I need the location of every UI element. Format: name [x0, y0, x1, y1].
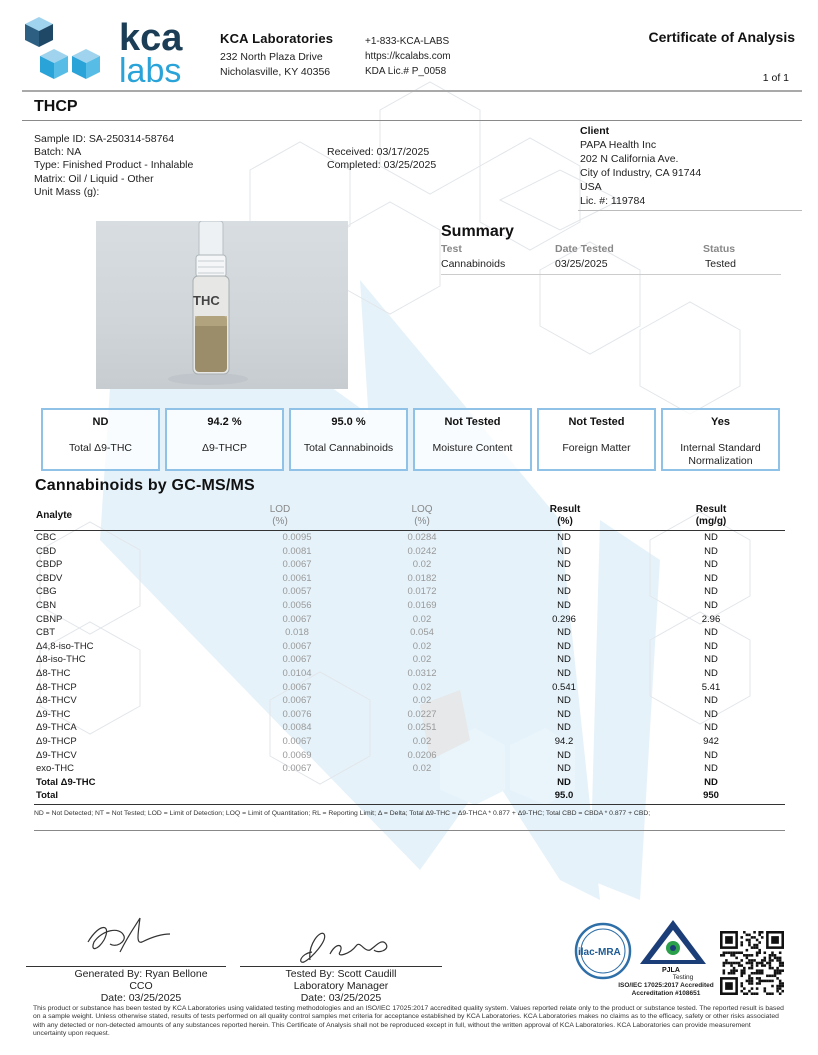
loq-cell: 0.0251: [407, 722, 437, 734]
analyte-cell: CBN: [36, 599, 57, 611]
col-header-analyte: Analyte: [36, 510, 73, 521]
table-row: [34, 667, 785, 681]
sample-dates: [327, 146, 436, 172]
result-mg-cell: ND: [704, 572, 718, 584]
signature-line: [26, 966, 226, 967]
lod-cell: 0.0067: [282, 763, 312, 775]
highlight-label: Total Δ9-THC: [68, 442, 133, 454]
table-row: [34, 599, 785, 613]
sample-batch: Batch: NA: [34, 146, 82, 159]
table-total-row: [34, 789, 785, 803]
client-info: [580, 124, 701, 208]
header-divider: [22, 90, 802, 92]
analyte-cell: Δ8-THCP: [36, 681, 77, 693]
lod-cell: 0.0067: [282, 613, 312, 625]
result-mg-cell: ND: [704, 545, 718, 557]
signature-ryan-bellone: [80, 912, 180, 962]
product-divider: [22, 120, 802, 121]
client-license: Lic. #: 119784: [580, 195, 646, 207]
table-row: [34, 572, 785, 586]
result-mg-cell: ND: [704, 722, 718, 734]
loq-cell: 0.02: [412, 681, 432, 693]
lab-contact: [365, 34, 451, 79]
lab-license: KDA Lic.# P_0058: [365, 66, 447, 77]
highlight-box-total-cannabinoids: [289, 408, 408, 471]
ilac-mra-logo: [572, 922, 634, 980]
signature-scott-caudill: [290, 924, 400, 968]
loq-cell: 0.02: [412, 654, 432, 666]
col-header-result-mg-unit: (mg/g): [695, 516, 727, 527]
highlight-box-d9-thcp: [165, 408, 284, 471]
signature-date: Date: 03/25/2025: [100, 992, 182, 1004]
lod-cell: 0.0076: [282, 708, 312, 720]
col-header-result-mg-label: Result: [695, 504, 727, 515]
footnote-divider: [34, 830, 785, 831]
client-divider: [578, 210, 802, 211]
lod-cell: 0.0084: [282, 722, 312, 734]
summary-header-status: Status: [703, 243, 736, 255]
page-number: 1 of 1: [762, 72, 789, 84]
table-row: [34, 694, 785, 708]
table-row: [34, 735, 785, 749]
lab-address-line: 232 North Plaza Drive: [220, 51, 323, 63]
table-row: [34, 762, 785, 776]
analyte-cell: exo-THC: [36, 763, 75, 775]
product-name: THCP: [34, 98, 78, 115]
analyte-cell: CBNP: [36, 613, 63, 625]
result-mg-cell: ND: [704, 627, 718, 639]
result-pct-cell: ND: [557, 749, 571, 761]
result-pct-cell: ND: [557, 640, 571, 652]
result-mg-cell: ND: [704, 667, 718, 679]
result-pct-cell: 95.0: [554, 790, 574, 802]
result-mg-cell: ND: [704, 559, 718, 571]
table-row: [34, 613, 785, 627]
signature-title: Laboratory Manager: [293, 980, 389, 992]
result-pct-cell: ND: [557, 695, 571, 707]
sample-unit-mass: Unit Mass (g):: [34, 185, 100, 198]
loq-cell: 0.02: [412, 613, 432, 625]
result-pct-cell: 94.2: [554, 735, 574, 747]
signature-block-generated: [26, 968, 256, 1004]
result-pct-cell: 0.541: [552, 681, 576, 693]
loq-cell: 0.02: [412, 640, 432, 652]
result-pct-cell: ND: [557, 667, 571, 679]
kca-labs-logo: [22, 16, 202, 86]
lab-address: [220, 50, 330, 80]
completed-date: Completed: 03/25/2025: [327, 159, 437, 171]
highlight-label: Total Cannabinoids: [303, 442, 394, 454]
highlight-value: ND: [92, 416, 109, 428]
summary-test: Cannabinoids: [441, 258, 506, 270]
loq-cell: 0.02: [412, 695, 432, 707]
table-total-row: [34, 776, 785, 790]
analyte-cell: CBDV: [36, 572, 63, 584]
analyte-cell: Δ4,8-iso-THC: [36, 640, 94, 652]
result-mg-cell: ND: [704, 763, 718, 775]
lod-cell: 0.0067: [282, 735, 312, 747]
lod-cell: 0.0067: [282, 654, 312, 666]
accreditation-number: Accreditation #108651: [631, 989, 701, 997]
summary-header-date: Date Tested: [555, 243, 614, 255]
received-date: Received: 03/17/2025: [327, 146, 430, 158]
svg-text:ilac-MRA: ilac-MRA: [578, 947, 621, 958]
result-pct-cell: ND: [557, 559, 571, 571]
analyte-cell: Δ8-iso-THC: [36, 654, 86, 666]
signature-name: Generated By: Ryan Bellone: [74, 968, 208, 980]
result-pct-cell: ND: [557, 545, 571, 557]
qr-code[interactable]: [720, 931, 784, 995]
result-mg-cell: ND: [704, 640, 718, 652]
analyte-cell: Total: [36, 790, 58, 802]
table-row: [34, 626, 785, 640]
analyte-cell: Δ9-THCV: [36, 749, 77, 761]
signature-title: CCO: [129, 980, 153, 992]
result-mg-cell: ND: [704, 532, 718, 543]
signature-block-tested: [226, 968, 456, 1004]
summary-date: 03/25/2025: [555, 258, 608, 270]
lod-cell: 0.0067: [282, 681, 312, 693]
logo-text-kca: kca: [119, 17, 183, 59]
analyte-cell: Δ9-THCP: [36, 735, 77, 747]
signature-name: Tested By: Scott Caudill: [285, 968, 397, 980]
analyte-cell: Δ9-THCA: [36, 722, 77, 734]
loq-cell: 0.0242: [407, 545, 437, 557]
lod-cell: 0.0067: [282, 640, 312, 652]
highlight-label: Moisture Content: [432, 442, 513, 454]
product-photo: [96, 221, 348, 389]
highlight-box-foreign-matter: [537, 408, 656, 471]
lod-cell: 0.0095: [282, 532, 312, 543]
highlight-label: Foreign Matter: [562, 442, 631, 454]
client-line: USA: [580, 181, 602, 193]
result-pct-cell: ND: [557, 586, 571, 598]
highlight-value: Not Tested: [568, 416, 625, 428]
analyte-cell: CBD: [36, 545, 57, 557]
client-line: 202 N California Ave.: [580, 153, 679, 165]
analyte-cell: CBC: [36, 532, 57, 543]
client-line: City of Industry, CA 91744: [580, 167, 702, 179]
col-header-lod-label: LOD: [269, 504, 291, 515]
lod-cell: 0.0061: [282, 572, 312, 584]
table-row: [34, 545, 785, 559]
table-row: [34, 681, 785, 695]
lod-cell: 0.018: [285, 627, 309, 639]
table-row: [34, 558, 785, 572]
loq-cell: 0.0172: [407, 586, 437, 598]
result-pct-cell: ND: [557, 599, 571, 611]
highlight-box-total-d9-thc: [41, 408, 160, 471]
vial-label: THC: [193, 293, 220, 308]
lab-name: KCA Laboratories: [220, 31, 334, 46]
loq-cell: 0.0284: [407, 532, 437, 543]
result-mg-cell: ND: [704, 586, 718, 598]
result-mg-cell: 5.41: [701, 681, 721, 693]
col-header-lod: [250, 504, 310, 528]
cannabinoids-section-title: Cannabinoids by GC-MS/MS: [35, 477, 255, 494]
table-row: [34, 653, 785, 667]
loq-cell: 0.0169: [407, 599, 437, 611]
loq-cell: 0.0227: [407, 708, 437, 720]
lab-address-line: Nicholasville, KY 40356: [220, 66, 331, 78]
signature-line: [240, 966, 442, 967]
loq-cell: 0.02: [412, 559, 432, 571]
client-line: PAPA Health Inc: [580, 139, 657, 151]
result-pct-cell: ND: [557, 708, 571, 720]
analyte-cell: CBG: [36, 586, 57, 598]
col-header-loq-unit: (%): [414, 516, 430, 527]
result-mg-cell: ND: [704, 599, 718, 611]
result-pct-cell: ND: [557, 776, 571, 788]
sample-matrix: Matrix: Oil / Liquid - Other: [34, 172, 154, 185]
lod-cell: 0.0056: [282, 599, 312, 611]
col-header-loq: [392, 504, 452, 528]
pjla-logo: [636, 918, 710, 976]
summary-title: Summary: [441, 223, 514, 240]
col-header-result-pct-unit: (%): [557, 516, 573, 527]
analyte-cell: Δ9-THC: [36, 708, 71, 720]
col-header-result-pct-label: Result: [549, 504, 581, 515]
loq-cell: 0.0312: [407, 667, 437, 679]
table-row: [34, 640, 785, 654]
lod-cell: 0.0067: [282, 695, 312, 707]
result-pct-cell: 0.296: [552, 613, 576, 625]
highlight-label: Δ9-THCP: [202, 442, 247, 454]
highlight-box-internal-standard: [661, 408, 780, 471]
result-mg-cell: ND: [704, 776, 718, 788]
sample-id: Sample ID: SA-250314-58764: [34, 133, 175, 145]
table-bottom-divider: [34, 804, 785, 805]
loq-cell: 0.0206: [407, 749, 437, 761]
result-mg-cell: ND: [704, 708, 718, 720]
cannabinoids-table-body: [34, 531, 785, 803]
result-pct-cell: ND: [557, 627, 571, 639]
pjla-testing-label: Testing: [672, 974, 694, 981]
table-row: [34, 585, 785, 599]
result-mg-cell: 2.96: [701, 613, 721, 625]
result-pct-cell: ND: [557, 572, 571, 584]
lod-cell: 0.0057: [282, 586, 312, 598]
table-footnote: ND = Not Detected; NT = Not Tested; LOD = Limit of Detection; LOQ = Limit of Quantitation; RL = Reporting Limit; Δ = Delta; Total Δ9-THC = Δ9-THCA * 0.877 + Δ9-THC; Total CBD = CBDA * 0.877 + CBD;: [34, 810, 651, 817]
analyte-cell: Δ8-THC: [36, 667, 71, 679]
disclaimer: This product or substance has been tested by KCA Laboratories using validated testing methodologies and an ISO/IEC 17025:2017 accredited quality system. Values reported relate only to the product or substance tested. The reported result is based on a sample weight. Unless otherwise stated, results of tests performed on all quality control samples met criteria for acceptance established by KCA Laboratories. KCA Laboratories makes no claims as to the efficacy, safety or other risks associated with any detected or non-detected amounts of any substances reported herein. This Certificate of Analysis shall not be reproduced except in full, without the written approval of KCA Laboratories. KCA Laboratories can provide measurement uncertainty upon request.: [33, 1005, 784, 1038]
sample-info: [34, 133, 193, 199]
analyte-cell: Δ8-THCV: [36, 695, 77, 707]
client-label: Client: [580, 125, 610, 137]
highlight-box-moisture: [413, 408, 532, 471]
document-title: Certificate of Analysis: [648, 29, 795, 45]
iso-accredited: ISO/IEC 17025:2017 Accredited: [618, 982, 714, 989]
highlight-value: Not Tested: [444, 416, 501, 428]
col-header-loq-label: LOQ: [411, 504, 433, 515]
loq-cell: 0.02: [412, 735, 432, 747]
result-mg-cell: 950: [703, 790, 719, 802]
table-row: [34, 749, 785, 763]
svg-text:PJLA: PJLA: [662, 967, 680, 974]
lod-cell: 0.0069: [282, 749, 312, 761]
highlight-value: 95.0 %: [331, 416, 366, 428]
analyte-cell: Total Δ9-THC: [36, 776, 96, 788]
col-header-result-pct: [535, 504, 595, 528]
logo-text-labs: labs: [119, 52, 182, 86]
highlight-label: Internal Standard Normalization: [680, 442, 761, 467]
col-header-result-mg: [681, 504, 741, 528]
lab-phone: +1-833-KCA-LABS: [365, 36, 450, 47]
result-pct-cell: ND: [557, 722, 571, 734]
loq-cell: 0.02: [412, 763, 432, 775]
loq-cell: 0.0182: [407, 572, 437, 584]
lab-website-link[interactable]: https://kcalabs.com: [365, 51, 451, 62]
result-pct-cell: ND: [557, 763, 571, 775]
result-mg-cell: 942: [703, 735, 719, 747]
analyte-cell: CBDP: [36, 559, 63, 571]
result-pct-cell: ND: [557, 532, 571, 543]
summary-header-test: Test: [441, 243, 462, 255]
summary-status: Tested: [705, 258, 736, 270]
lod-cell: 0.0067: [282, 559, 312, 571]
table-row: [34, 721, 785, 735]
result-mg-cell: ND: [704, 695, 718, 707]
highlight-value: 94.2 %: [207, 416, 242, 428]
table-row: [34, 531, 785, 545]
table-row: [34, 708, 785, 722]
lod-cell: 0.0081: [282, 545, 312, 557]
summary-divider: [441, 274, 781, 275]
result-pct-cell: ND: [557, 654, 571, 666]
result-mg-cell: ND: [704, 654, 718, 666]
signature-date: Date: 03/25/2025: [300, 992, 382, 1004]
lod-cell: 0.0104: [282, 667, 312, 679]
highlight-value: Yes: [711, 416, 730, 428]
col-header-lod-unit: (%): [272, 516, 288, 527]
result-mg-cell: ND: [704, 749, 718, 761]
analyte-cell: CBT: [36, 627, 55, 639]
sample-type: Type: Finished Product - Inhalable: [34, 159, 194, 172]
loq-cell: 0.054: [410, 627, 434, 639]
